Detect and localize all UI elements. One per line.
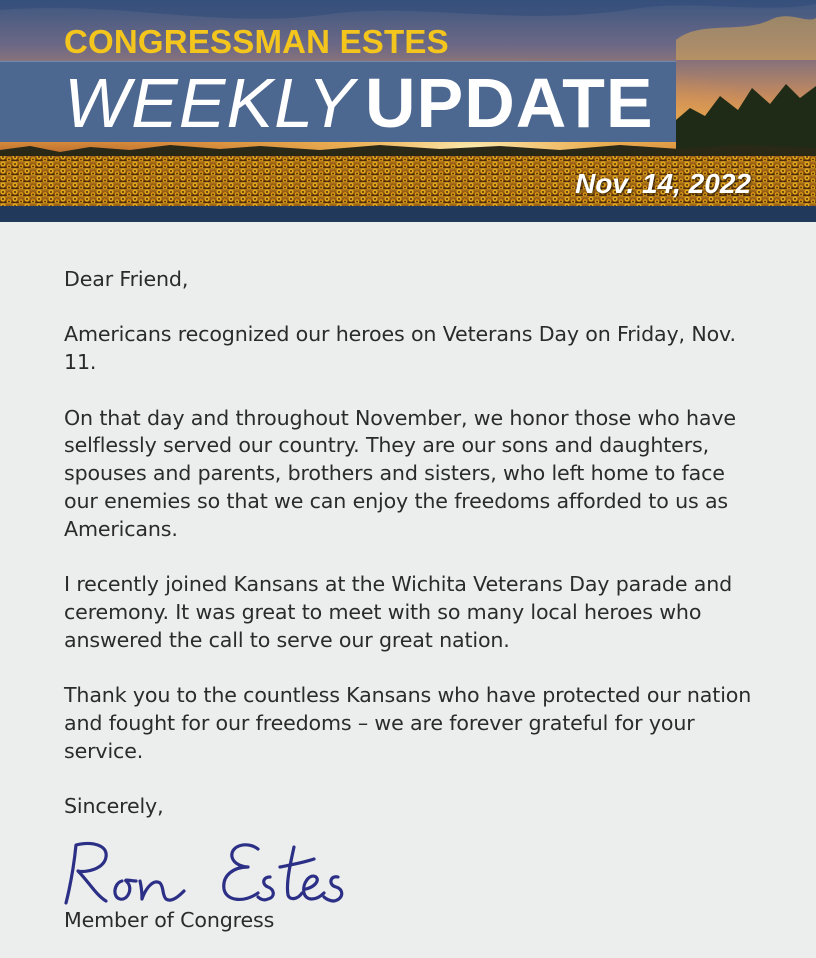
header-banner [0, 0, 816, 206]
letter-closing: Sincerely, [64, 794, 164, 819]
letter-paragraph: I recently joined Kansans at the Wichita Veterans Day parade and ceremony. It was great to meet with so many local heroes who answered the call to serve our great nation. [64, 572, 733, 652]
header-title-light: WEEKLY [64, 64, 356, 142]
letter-paragraph: Americans recognized our heroes on Veterans Day on Friday, Nov. 11. [64, 322, 736, 375]
letter-paragraph: On that day and throughout November, we honor those who have selflessly served our country. They are our sons and daughters, spouses and parents, brothers and sisters, who left home to face our enemies so that we can enjoy the freedoms afforded to us as Americans. [64, 405, 736, 541]
letter-paragraph: Thank you to the countless Kansans who have protected our nation and fought for our freedoms – we are forever grateful for your service. [64, 683, 752, 763]
header-divider [0, 206, 816, 222]
letter-body [0, 266, 816, 935]
issue-date: Nov. 14, 2022 [575, 168, 751, 199]
handwritten-signature [62, 835, 352, 909]
letter-greeting: Dear Friend, [64, 267, 189, 291]
signer-title: Member of Congress [64, 907, 275, 932]
header-title-bold: UPDATE [365, 64, 654, 142]
header-kicker: CONGRESSMAN ESTES [64, 23, 449, 60]
